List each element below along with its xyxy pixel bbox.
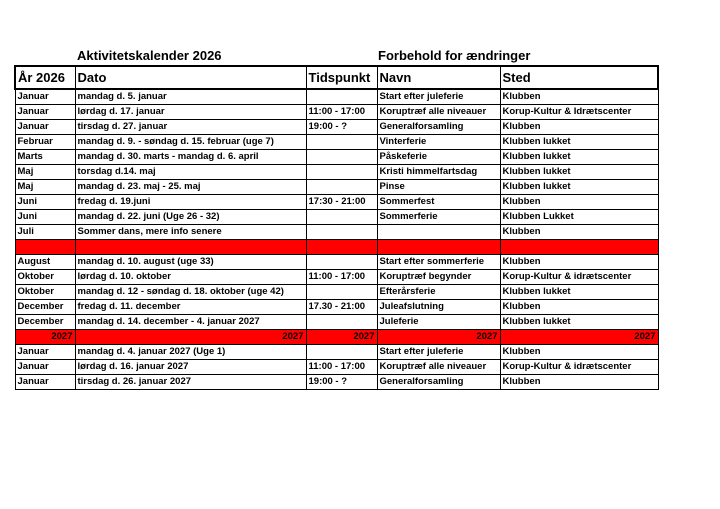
cell-name: Kristi himmelfartsdag xyxy=(377,165,500,180)
column-header-year: År 2026 xyxy=(15,66,75,89)
cell-month: Juni xyxy=(15,195,75,210)
cell-time: 11:00 - 17:00 xyxy=(306,270,377,285)
cell-place: Klubben xyxy=(500,345,658,360)
cell-name: Juleafslutning xyxy=(377,300,500,315)
cell-date: mandag d. 12 - søndag d. 18. oktober (uge 42) xyxy=(75,285,306,300)
cell-date: Sommer dans, mere info senere xyxy=(75,225,306,240)
cell-month: Februar xyxy=(15,135,75,150)
cell-name xyxy=(377,240,500,255)
year-divider-row xyxy=(15,330,658,345)
cell-date: fredag d. 19.juni xyxy=(75,195,306,210)
cell-time xyxy=(306,315,377,330)
column-header-place: Sted xyxy=(500,66,658,89)
activity-calendar-table xyxy=(14,65,659,390)
cell-month: Juni xyxy=(15,210,75,225)
table-row xyxy=(15,195,658,210)
cell-name: Påskeferie xyxy=(377,150,500,165)
cell-time xyxy=(306,285,377,300)
cell-date: 2027 xyxy=(75,330,306,345)
cell-time xyxy=(306,345,377,360)
cell-name: Generalforsamling xyxy=(377,120,500,135)
cell-month: Oktober xyxy=(15,270,75,285)
cell-date: torsdag d.14. maj xyxy=(75,165,306,180)
cell-date: lørdag d. 16. januar 2027 xyxy=(75,360,306,375)
table-row xyxy=(15,285,658,300)
cell-month: Januar xyxy=(15,375,75,390)
cell-month: Juli xyxy=(15,225,75,240)
table-row xyxy=(15,180,658,195)
cell-time: 19:00 - ? xyxy=(306,375,377,390)
table-row xyxy=(15,165,658,180)
cell-date xyxy=(75,240,306,255)
cell-name: Vinterferie xyxy=(377,135,500,150)
cell-name: Koruptræf begynder xyxy=(377,270,500,285)
cell-time xyxy=(306,240,377,255)
cell-place: Klubben xyxy=(500,300,658,315)
cell-place: Klubben lukket xyxy=(500,285,658,300)
table-row xyxy=(15,375,658,390)
cell-time xyxy=(306,89,377,105)
cell-time xyxy=(306,165,377,180)
cell-time: 11:00 - 17:00 xyxy=(306,360,377,375)
cell-date: mandag d. 14. december - 4. januar 2027 xyxy=(75,315,306,330)
cell-month xyxy=(15,240,75,255)
cell-name: Efterårsferie xyxy=(377,285,500,300)
cell-time xyxy=(306,180,377,195)
cell-month: Januar xyxy=(15,89,75,105)
cell-month: December xyxy=(15,315,75,330)
cell-name: Sommerfest xyxy=(377,195,500,210)
cell-place: Korup-Kultur & Idrætscenter xyxy=(500,105,658,120)
cell-time: 11:00 - 17:00 xyxy=(306,105,377,120)
cell-place: Korup-Kultur & idrætscenter xyxy=(500,270,658,285)
red-divider-row xyxy=(15,240,658,255)
cell-month: August xyxy=(15,255,75,270)
table-body xyxy=(15,89,658,390)
cell-month: Januar xyxy=(15,105,75,120)
table-row xyxy=(15,360,658,375)
cell-name: Start efter juleferie xyxy=(377,345,500,360)
cell-month: Oktober xyxy=(15,285,75,300)
cell-month: Januar xyxy=(15,360,75,375)
cell-name xyxy=(377,225,500,240)
table-row xyxy=(15,225,658,240)
cell-time: 19:00 - ? xyxy=(306,120,377,135)
cell-name: 2027 xyxy=(377,330,500,345)
cell-month: Maj xyxy=(15,180,75,195)
cell-place: Klubben xyxy=(500,120,658,135)
cell-place: Klubben lukket xyxy=(500,180,658,195)
cell-month: Maj xyxy=(15,165,75,180)
cell-date: mandag d. 4. januar 2027 (Uge 1) xyxy=(75,345,306,360)
cell-place: Klubben lukket xyxy=(500,315,658,330)
cell-place: Klubben Lukket xyxy=(500,210,658,225)
cell-name: Koruptræf alle niveauer xyxy=(377,105,500,120)
cell-time xyxy=(306,255,377,270)
cell-name: Start efter juleferie xyxy=(377,89,500,105)
table-row xyxy=(15,120,658,135)
cell-name: Koruptræf alle niveauer xyxy=(377,360,500,375)
page-title: Aktivitetskalender 2026 xyxy=(77,48,222,63)
cell-place xyxy=(500,240,658,255)
column-header-date: Dato xyxy=(75,66,306,89)
cell-place: Klubben xyxy=(500,255,658,270)
column-header-name: Navn xyxy=(377,66,500,89)
cell-time xyxy=(306,210,377,225)
header-row xyxy=(15,66,658,89)
cell-date: mandag d. 9. - søndag d. 15. februar (uge 7) xyxy=(75,135,306,150)
table-row xyxy=(15,255,658,270)
cell-time xyxy=(306,225,377,240)
table-row xyxy=(15,270,658,285)
cell-place: Klubben lukket xyxy=(500,165,658,180)
cell-month: 2027 xyxy=(15,330,75,345)
cell-place: Klubben lukket xyxy=(500,135,658,150)
table-row xyxy=(15,210,658,225)
cell-time: 17:30 - 21:00 xyxy=(306,195,377,210)
cell-name: Generalforsamling xyxy=(377,375,500,390)
table-row xyxy=(15,315,658,330)
cell-place: 2027 xyxy=(500,330,658,345)
cell-name: Start efter sommerferie xyxy=(377,255,500,270)
cell-place: Klubben lukket xyxy=(500,150,658,165)
cell-date: mandag d. 22. juni (Uge 26 - 32) xyxy=(75,210,306,225)
cell-name: Pinse xyxy=(377,180,500,195)
cell-month: Januar xyxy=(15,120,75,135)
cell-date: tirsdag d. 26. januar 2027 xyxy=(75,375,306,390)
cell-date: mandag d. 30. marts - mandag d. 6. april xyxy=(75,150,306,165)
cell-date: lørdag d. 10. oktober xyxy=(75,270,306,285)
cell-place: Klubben xyxy=(500,195,658,210)
cell-date: mandag d. 5. januar xyxy=(75,89,306,105)
cell-month: Januar xyxy=(15,345,75,360)
cell-time xyxy=(306,150,377,165)
cell-time xyxy=(306,135,377,150)
cell-date: fredag d. 11. december xyxy=(75,300,306,315)
column-header-time: Tidspunkt xyxy=(306,66,377,89)
cell-name: Sommerferie xyxy=(377,210,500,225)
cell-place: Klubben xyxy=(500,225,658,240)
cell-name: Juleferie xyxy=(377,315,500,330)
notice-text: Forbehold for ændringer xyxy=(378,48,531,63)
table-row xyxy=(15,150,658,165)
table-row xyxy=(15,89,658,105)
cell-date: mandag d. 23. maj - 25. maj xyxy=(75,180,306,195)
table-row xyxy=(15,300,658,315)
table-row xyxy=(15,345,658,360)
cell-place: Korup-Kultur & idrætscenter xyxy=(500,360,658,375)
cell-time: 2027 xyxy=(306,330,377,345)
cell-place: Klubben xyxy=(500,89,658,105)
cell-place: Klubben xyxy=(500,375,658,390)
table-row xyxy=(15,105,658,120)
cell-month: Marts xyxy=(15,150,75,165)
cell-date: mandag d. 10. august (uge 33) xyxy=(75,255,306,270)
cell-date: tirsdag d. 27. januar xyxy=(75,120,306,135)
cell-month: December xyxy=(15,300,75,315)
cell-time: 17.30 - 21:00 xyxy=(306,300,377,315)
cell-date: lørdag d. 17. januar xyxy=(75,105,306,120)
table-row xyxy=(15,135,658,150)
